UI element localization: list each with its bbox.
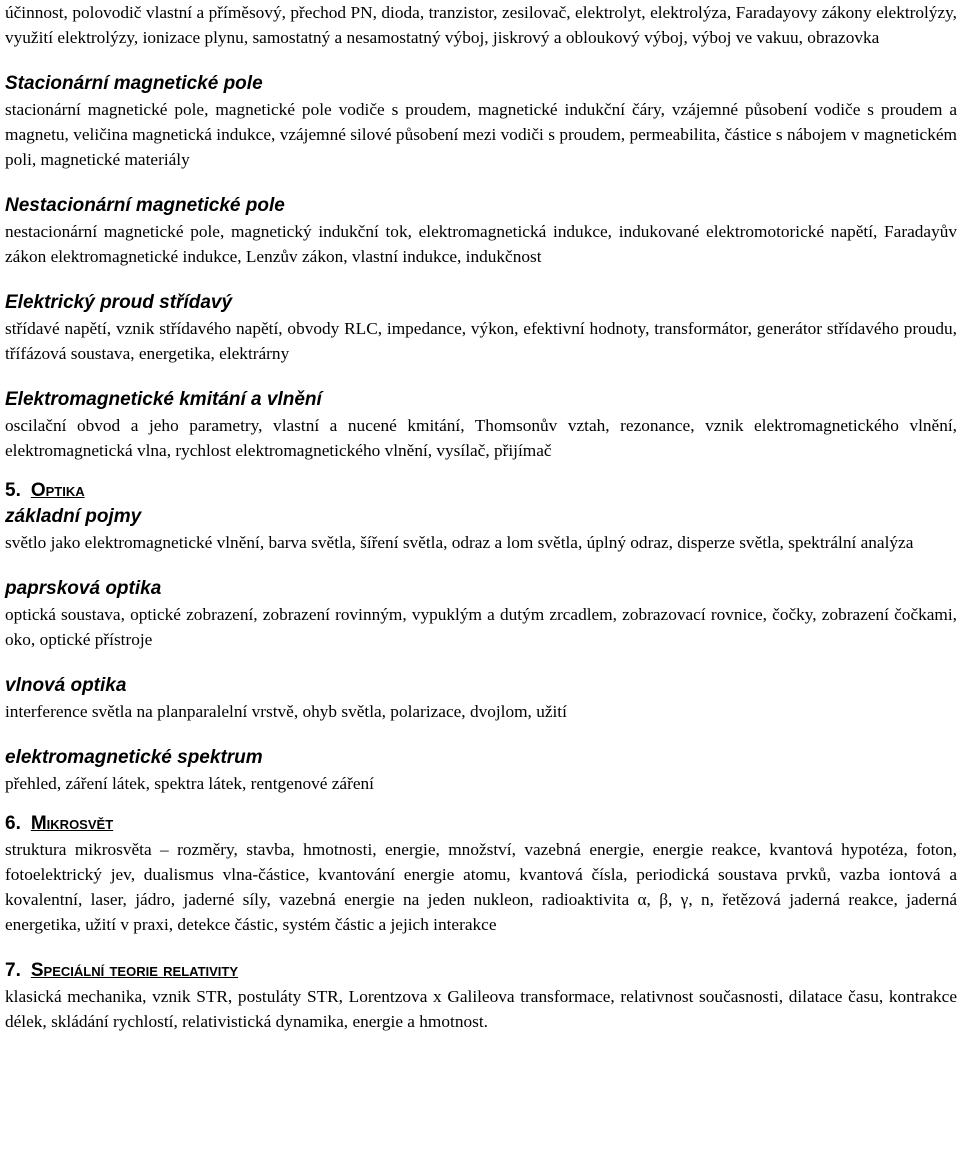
section-text-nestacionarni: nestacionární magnetické pole, magnetický indukční tok, elektromagnetická indukce, indukované elektromotorické napětí, Faradayův zákon elektromagnetické indukce, Lenzův zákon, vlastní indukce, indukčnost [5,222,957,266]
section-text-stacionarni: stacionární magnetické pole, magnetické pole vodiče s proudem, magnetické indukční čáry, vzájemné působení vodiče s proudem a magnetu, veličina magnetická indukce, vzájemné silové působení mezi vodiči s proudem, permeabilita, částice s nábojem v magnetickém poli, magnetické materiály [5,100,957,169]
section-heading-stacionarni: Stacionární magnetické pole [5,73,263,94]
subsection-text-em-spektrum: přehled, záření látek, spektra látek, rentgenové záření [5,774,374,793]
section-heading-nestacionarni: Nestacionární magnetické pole [5,195,285,216]
chapter-number: 7. [5,960,21,981]
subsection-heading-zakladni-pojmy: základní pojmy [5,506,142,527]
intro-paragraph: účinnost, polovodič vlastní a příměsový, přechod PN, dioda, tranzistor, zesilovač, elektrolyt, elektrolýza, Faradayovy zákony elektrolýzy, využití elektrolýzy, ionizace plynu, samostatný a nesamostatný výboj, jiskrový a obloukový výboj, výboj ve vakuu, obrazovka [5,3,957,47]
section-text-stridavy-proud: střídavé napětí, vznik střídavého napětí, obvody RLC, impedance, výkon, efektivní hodnoty, transformátor, generátor střídavého proudu, třífázová soustava, energetika, elektrárny [5,319,957,363]
section-heading-stridavy-proud: Elektrický proud střídavý [5,292,233,313]
section-heading-kmitani: Elektromagnetické kmitání a vlnění [5,389,322,410]
chapter-title: Speciální teorie relativity [30,960,239,981]
subsection-text-vlnova-optika: interference světla na planparalelní vrstvě, ohyb světla, polarizace, dvojlom, užití [5,702,567,721]
subsection-heading-vlnova-optika: vlnová optika [5,675,127,696]
chapter-text-mikrosvet: struktura mikrosvěta – rozměry, stavba, hmotnosti, energie, množství, vazebná energie, energie reakce, kvantová hypotéza, foton, fotoelektrický jev, dualismus vlna-částice, kvantování energie atomu, kvantová čísla, periodická soustava prvků, vazba iontová a kovalentní, laser, jádro, jaderné síly, vazebná energie na jeden nukleon, radioaktivita α, β, γ, n, řetězová jaderná reakce, jaderná energetika, užití v praxi, detekce částic, systém částic a jejich interakce [5,840,957,934]
subsection-text-paprskova-optika: optická soustava, optické zobrazení, zobrazení rovinným, vypuklým a dutým zrcadlem, zobrazovací rovnice, čočky, zobrazení čočkami, oko, optické přístroje [5,605,957,649]
chapter-heading-mikrosvet [5,811,957,837]
subsection-heading-paprskova-optika: paprsková optika [5,578,162,599]
chapter-text-str: klasická mechanika, vznik STR, postuláty STR, Lorentzova x Galileova transformace, relativnost současnosti, dilatace času, kontrakce délek, skládání rychlostí, relativistická dynamika, energie a hmotnost. [5,987,957,1031]
chapter-number: 6. [5,813,21,834]
subsection-heading-em-spektrum: elektromagnetické spektrum [5,747,263,768]
chapter-heading-optika [5,478,957,504]
chapter-title: Optika [30,480,85,501]
document-page [5,0,957,1034]
subsection-text-zakladni-pojmy: světlo jako elektromagnetické vlnění, barva světla, šíření světla, odraz a lom světla, úplný odraz, disperze světla, spektrální analýza [5,533,914,552]
section-text-kmitani: oscilační obvod a jeho parametry, vlastní a nucené kmitání, Thomsonův vztah, rezonance, vznik elektromagnetického vlnění, elektromagnetická vlna, rychlost elektromagnetického vlnění, vysílač, přijímač [5,416,957,460]
chapter-number: 5. [5,480,21,501]
chapter-heading-str [5,958,957,984]
chapter-title: Mikrosvět [30,813,114,834]
